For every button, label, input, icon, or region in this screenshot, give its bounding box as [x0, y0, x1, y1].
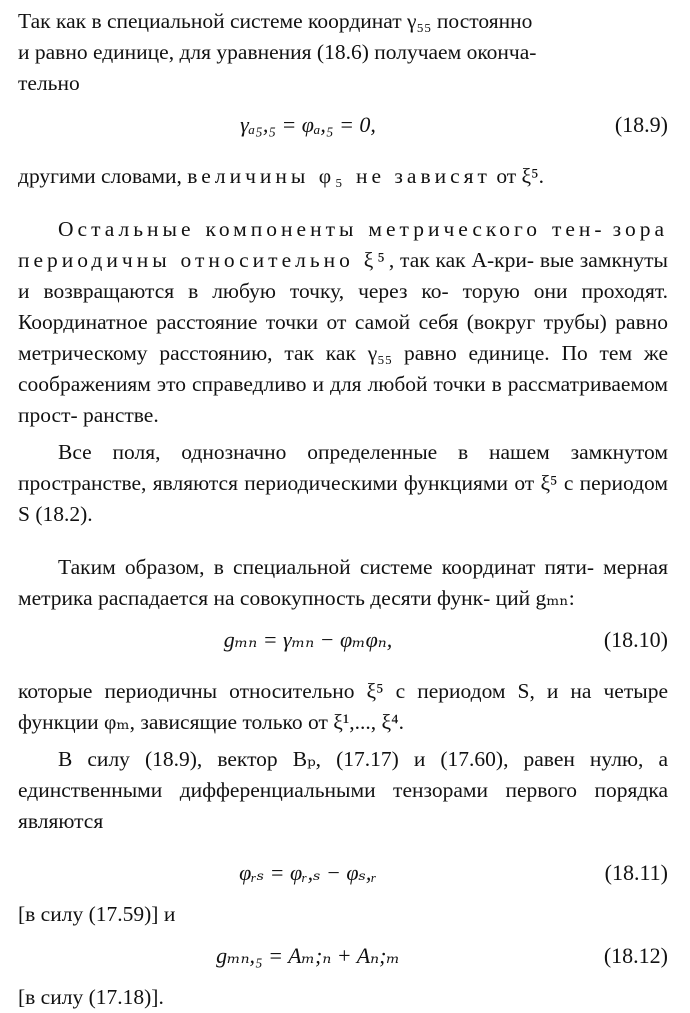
- paragraph-9: [в силу (17.18)].: [18, 985, 164, 1009]
- paragraph-3-text: , так как A-кри- вые замкнуты и возвращаются в любую точку, через ко- торую они проходят. Координатное расстояние точки от самой себя (вокруг трубы) равно метрическому расстоянию, так как γ₅₅ равно единице. По тем же соображениям это справедливо и для любой точки в рассматриваемом прост- ранстве.: [18, 248, 668, 427]
- equation-18-10-number: (18.10): [603, 627, 668, 652]
- paragraph-2-text-a: другими словами,: [18, 164, 188, 188]
- equation-18-12-formula: gₘₙ,₅ = Aₘ;ₙ + Aₙ;ₘ: [216, 943, 400, 968]
- paragraph-3-emphasis-a: Остальные компоненты метрического тен-: [58, 217, 606, 241]
- paragraph-2-emphasis: величины φ₅ не зависят: [187, 164, 491, 188]
- paragraph-6: которые периодичны относительно ξ⁵ с периодом S, и на четыре функции φₘ, зависящие только от ξ¹,..., ξ⁴.: [18, 679, 668, 734]
- equation-18-10-formula: gₘₙ = γₘₙ − φₘφₙ,: [223, 627, 393, 652]
- paragraph-1-line-3: тельно: [18, 71, 80, 95]
- equation-18-11-number: (18.11): [604, 860, 668, 885]
- equation-18-11-formula: φᵣₛ = φᵣ,ₛ − φₛ,ᵣ: [239, 860, 377, 885]
- paragraph-4: Все поля, однозначно определенные в нашем замкнутом пространстве, являются периодическими функциями от ξ⁵ с периодом S (18.2).: [18, 440, 668, 526]
- paragraph-7: В силу (18.9), вектор Bₚ, (17.17) и (17.60), равен нулю, а единственными дифференциальными тензорами первого порядка являются: [18, 747, 668, 833]
- equation-18-12: [18, 936, 668, 976]
- equation-18-12-number: (18.12): [603, 943, 668, 968]
- paragraph-1: [18, 6, 668, 99]
- paragraph-2: [18, 161, 668, 192]
- paragraph-3: [18, 214, 668, 431]
- paragraph-1-line-1: Так как в специальной системе координат γ₅₅ постоянно: [18, 9, 533, 33]
- equation-18-10: [18, 620, 668, 660]
- equation-18-9: [18, 105, 668, 145]
- paragraph-1-line-2: и равно единице, для уравнения (18.6) получаем оконча-: [18, 40, 537, 64]
- paragraph-3-emphasis-b: зора периодичны относительно ξ⁵: [18, 217, 668, 272]
- equation-18-9-formula: γₐ₅,₅ = φₐ,₅ = 0,: [240, 112, 376, 137]
- paragraph-2-text-c: от ξ⁵.: [490, 164, 545, 188]
- equation-18-9-number: (18.9): [614, 112, 668, 137]
- equation-18-11: [18, 853, 668, 893]
- paragraph-5: Таким образом, в специальной системе координат пяти- мерная метрика распадается на совокупность десяти функ- ций gₘₙ:: [18, 555, 668, 610]
- paragraph-8: [в силу (17.59)] и: [18, 902, 176, 926]
